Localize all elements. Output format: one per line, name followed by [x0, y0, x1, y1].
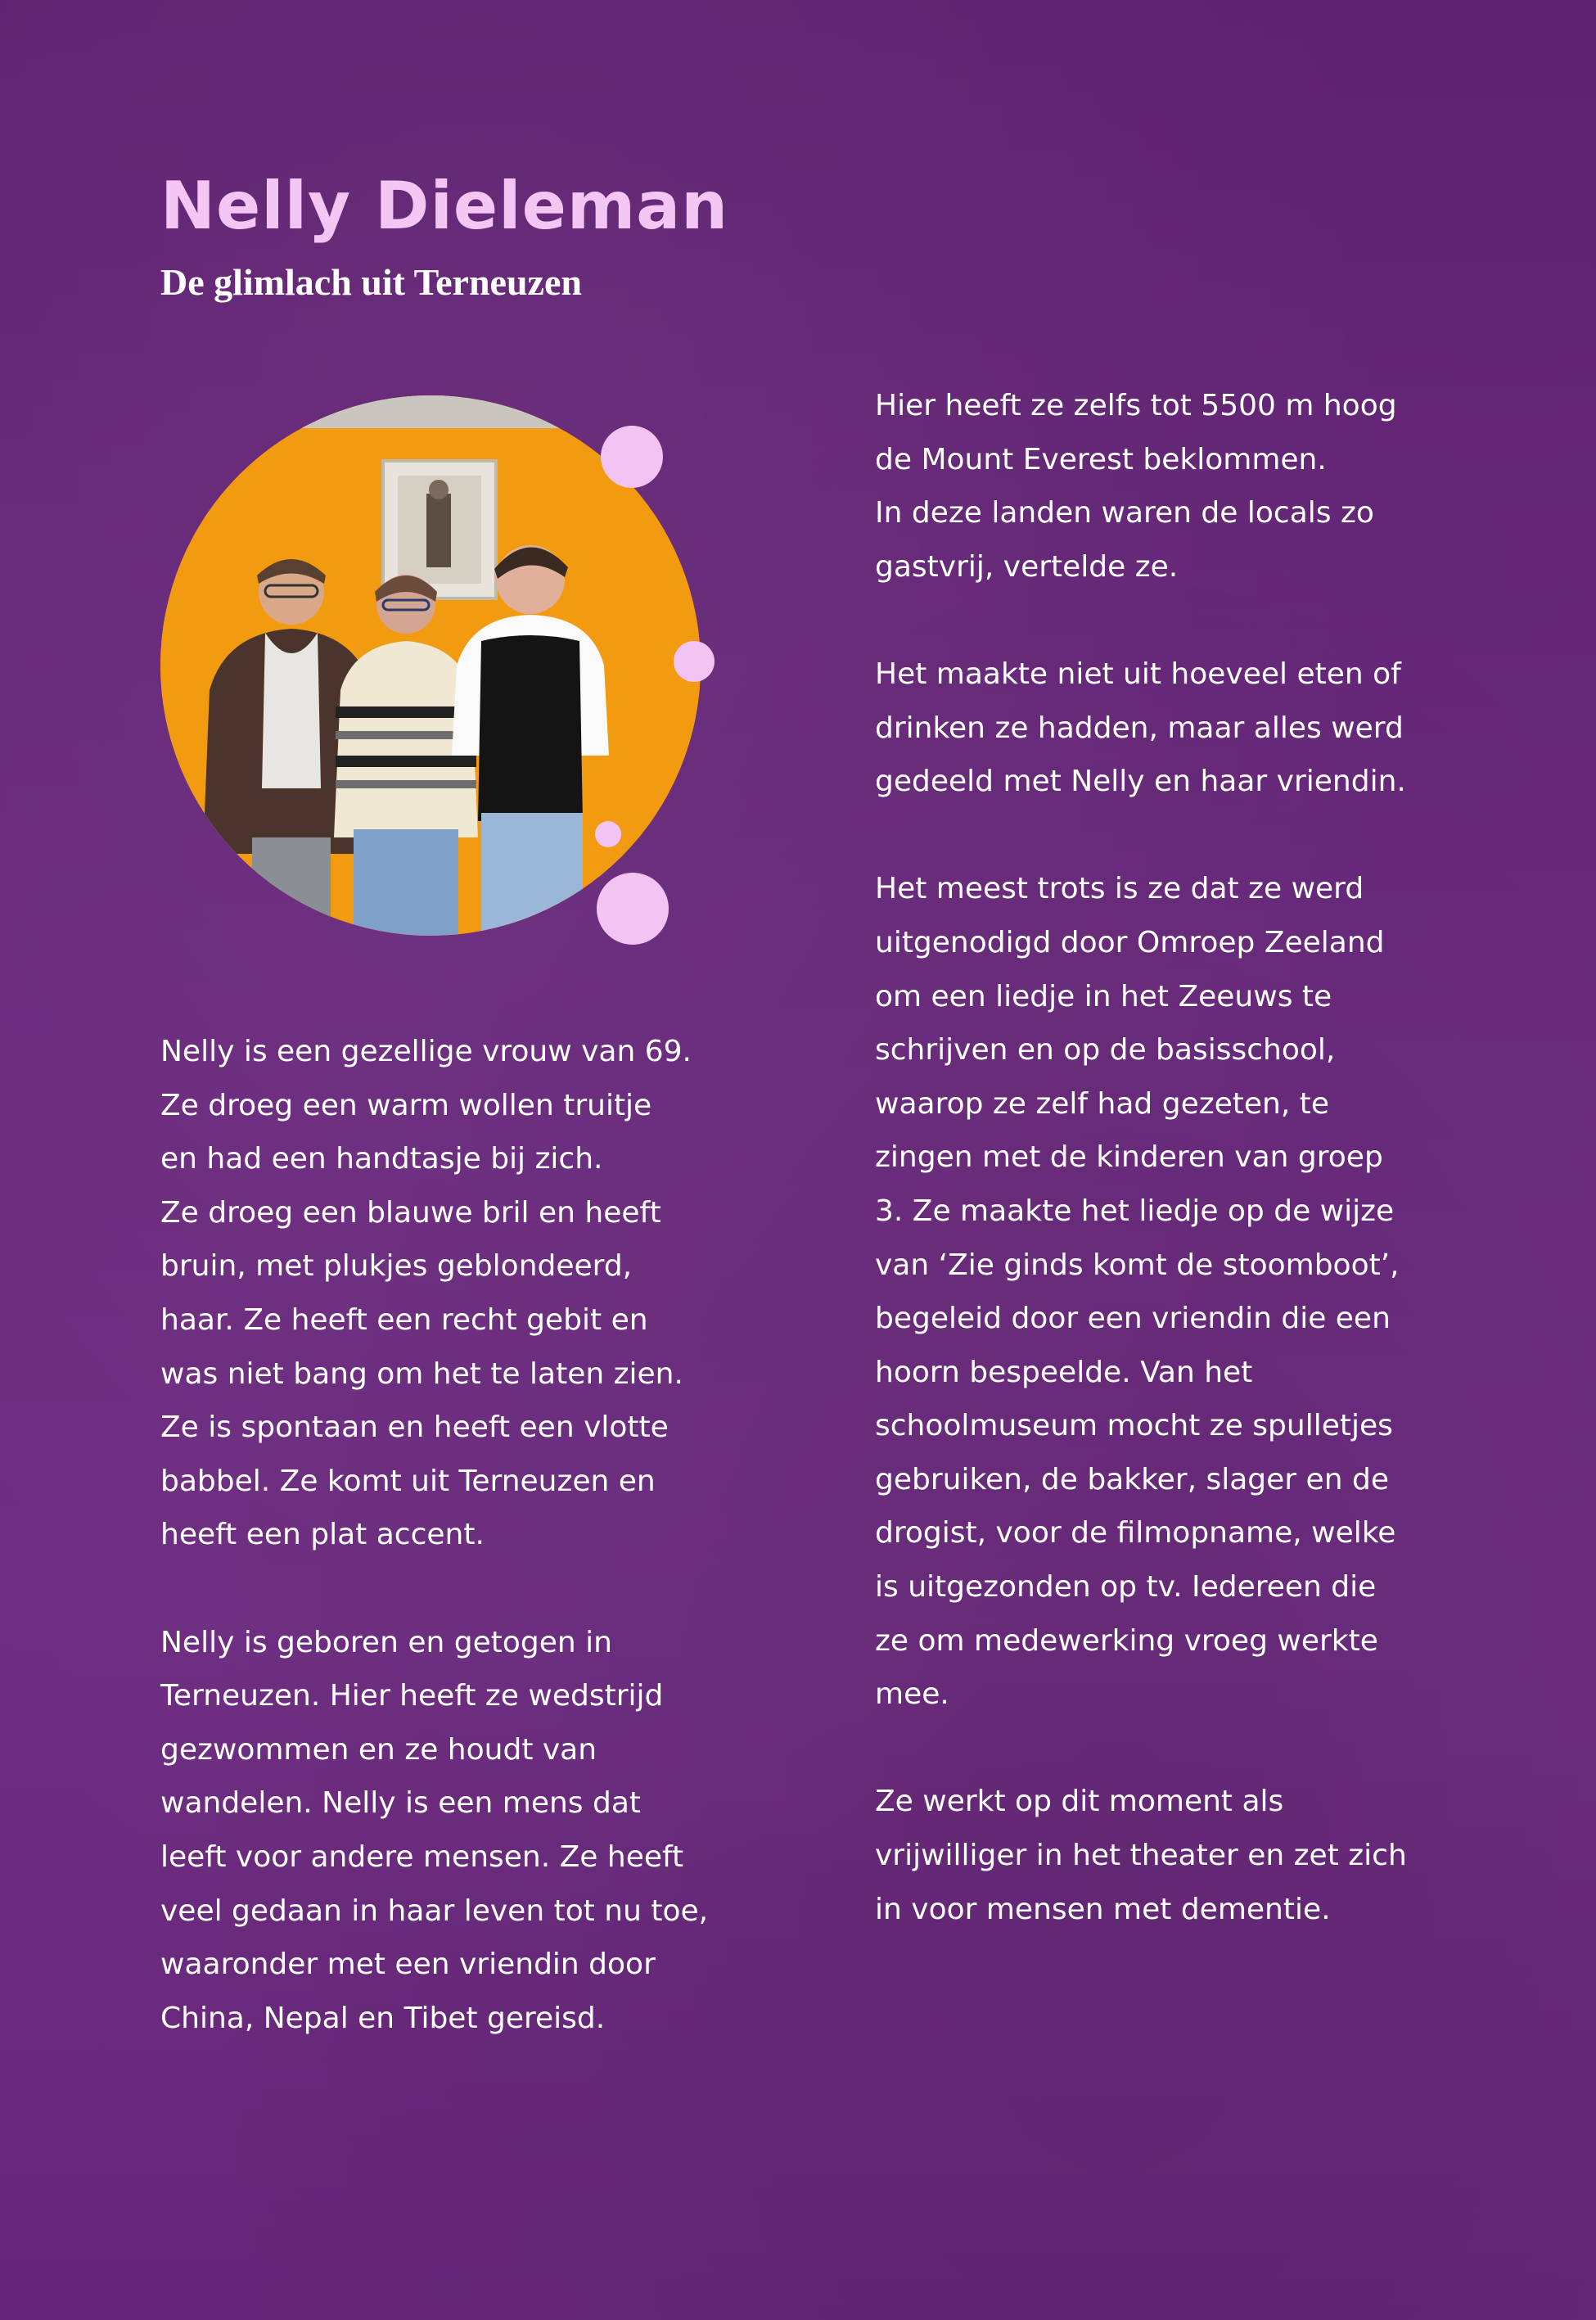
- decorative-bubble-icon: [595, 821, 621, 847]
- paragraph: Ze werkt op dit moment als vrijwilliger in het theater en zet zich in voor mensen met dementie.: [875, 1785, 1407, 1926]
- paragraph: Het maakte niet uit hoeveel eten of drinken ze hadden, maar alles werd gedeeld met Nelly en haar vriendin.: [875, 657, 1406, 799]
- paragraph: Nelly is een gezellige vrouw van 69. Ze droeg een warm wollen truitje en had een handtasje bij zich. Ze droeg een blauwe bril en heeft bruin, met plukjes geblondeerd, haar. Ze heeft een recht gebit en was niet bang om het te laten zien. Ze is spontaan en heeft een vlotte babbel. Ze komt uit Terneuzen en heeft een plat accent.: [160, 1035, 692, 1552]
- paragraph: Nelly is geboren en getogen in Terneuzen. Hier heeft ze wedstrijd gezwommen en ze houdt van wandelen. Nelly is een mens dat leeft voor andere mensen. Ze heeft veel gedaan in haar leven tot nu toe, waaronder met een vriendin door China, Nepal en Tibet gereisd.: [160, 1625, 709, 2035]
- paragraph: Hier heeft ze zelfs tot 5500 m hoog de Mount Everest beklommen. In deze landen waren de locals zo gastvrij, vertelde ze.: [875, 389, 1397, 584]
- decorative-bubble-icon: [601, 426, 663, 488]
- paragraph: Het meest trots is ze dat ze werd uitgenodigd door Omroep Zeeland om een liedje in het Zeeuws te schrijven en op de basisschool, waarop ze zelf had gezeten, te zingen met de kinderen van groep 3. Ze maakte het liedje op de wijze van ‘Zie ginds komt de stoomboot’, begeleid door een vriendin die een hoorn bespeelde. Van het schoolmuseum mocht ze spulletjes gebruiken, de bakker, slager en de drogist, voor de filmopname, welke is uitgezonden op tv. Iedereen die ze om medewerking vroeg werkte mee.: [875, 872, 1400, 1712]
- decorative-bubble-icon: [674, 641, 715, 682]
- page-subtitle: De glimlach uit Terneuzen: [160, 261, 582, 303]
- decorative-bubble-icon: [597, 873, 669, 945]
- left-text-column: [160, 1025, 750, 2045]
- page-title: Nelly Dieleman: [160, 168, 729, 244]
- right-text-column: [875, 379, 1464, 1936]
